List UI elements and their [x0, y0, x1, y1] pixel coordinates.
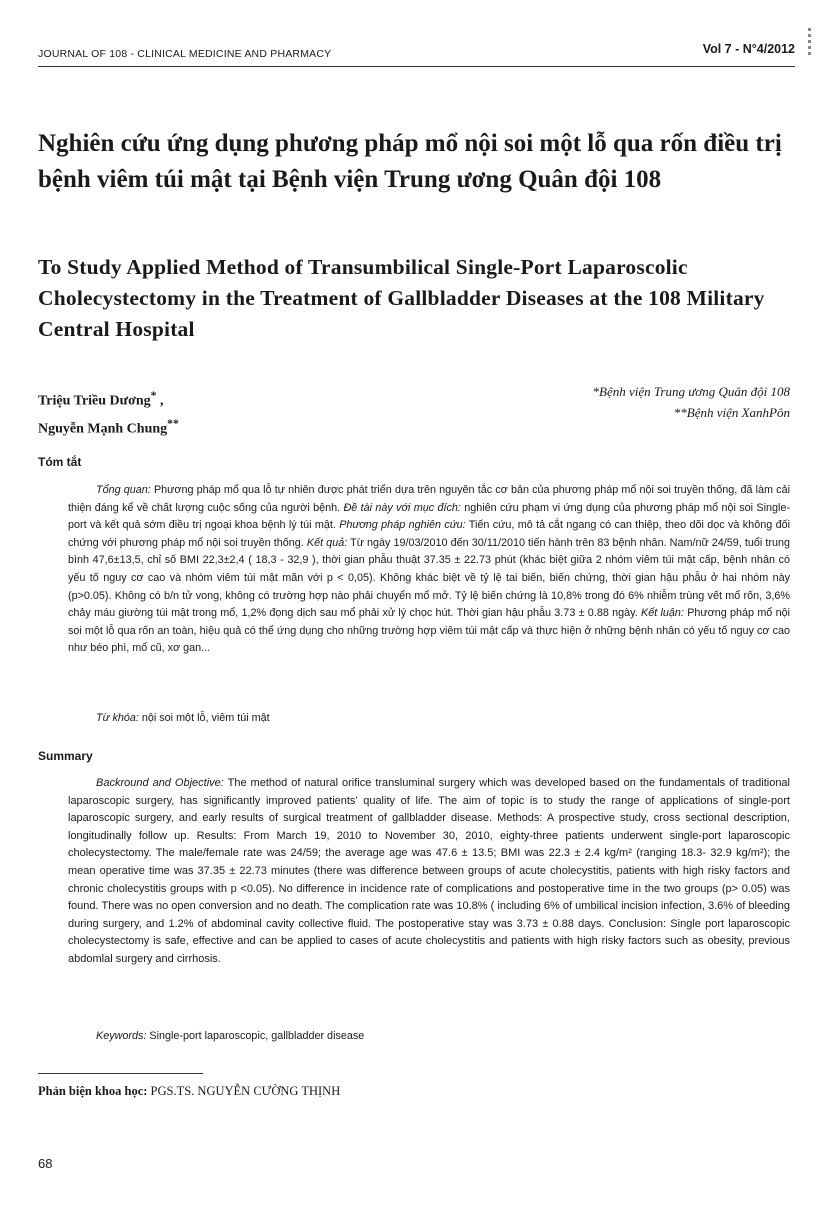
abstract-en-keywords: Keywords: Single-port laparoscopic, gallbladder disease	[96, 1030, 365, 1042]
running-header	[38, 40, 795, 67]
affiliation-2: **Bệnh viện XanhPôn	[673, 405, 790, 420]
footnote-divider	[38, 1073, 203, 1074]
volume-issue: Vol 7 - N°4/2012	[702, 42, 795, 56]
journal-name: JOURNAL OF 108 - CLINICAL MEDICINE AND PHARMACY	[38, 48, 332, 60]
abstract-en-body: Backround and Objective: The method of natural orifice transluminal surgery which was developed based on the fundamentals of traditional laparoscopic surgery, has significantly improved patients' quality of life. The aim of topic is to study the range of applications of single-port laparoscopic surgery, and early results of surgical treatment of gallbladder disease. Methods: A prospective study, cross sectional description, longitudinally follow up. Results: From March 19, 2010 to November 30, 2010, eighty-three patients underwent single-port laparoscopic cholecystectomy. The male/female rate was 24/59; the average age was 47.6 ± 13.5; BMI was 22.3 ± 2.4 kg/m² (ranging 18.3- 32.9 kg/m²); the mean operative time was 37.35 ± 22.73 minutes (there was difference between groups of acute cholecystitis, patients with high risky factors and chronic cholecystitis groups with p <0.05). No difference in incidence rate of complications and postoperative time in the two groups (p> 0.05) was found. There was no open conversion and no death. The complication rate was 10.8% ( including 6% of umbilical incision infection, 3.6% of bleeding during surgery, and 1.2% of abdominal cavity collective fluid. The postoperative stay was 3.73 ± 0.88 days. Conclusion: Single port laparoscopic cholecystectomy is safe, effective and can be applied to cases of acute cholecystitis and patients with high risky factors such as obesity, previous abdomlal surgery and cirrhosis.	[68, 777, 790, 965]
affiliation-1: *Bệnh viện Trung ương Quân đội 108	[592, 384, 790, 399]
author-2: Nguyễn Mạnh Chung**	[38, 416, 179, 437]
page-number: 68	[38, 1156, 53, 1171]
author-1: Triệu Triều Dương* ,	[38, 389, 164, 409]
title-english: To Study Applied Method of Transumbilical Single-Port Laparoscolic Cholecystectomy in the Treatment of Gallbladder Diseases at the 108 Military Central Hospital	[38, 255, 765, 341]
reviewer-footnote: Phản biện khoa học: PGS.TS. NGUYỄN CƯỜNG THỊNH	[38, 1084, 341, 1098]
title-vietnamese: Nghiên cứu ứng dụng phương pháp mổ nội soi một lỗ qua rốn điều trị bệnh viêm túi mật tại Bệnh viện Trung ương Quân đội 108	[38, 130, 782, 193]
scan-edge-mark	[808, 28, 811, 58]
abstract-vi-keywords: Từ khóa: nội soi một lỗ, viêm túi mật	[96, 712, 270, 724]
abstract-en-heading: Summary	[38, 749, 93, 763]
affiliation-list	[593, 381, 790, 423]
author-list	[38, 385, 179, 440]
abstract-vi-heading: Tóm tắt	[38, 455, 82, 469]
abstract-vi-body: Tổng quan: Phương pháp mổ qua lỗ tự nhiên được phát triển dựa trên nguyên tắc cơ bản của phương pháp mổ nội soi truyền thống, đã làm cải thiện đáng kể về chất lượng cuộc sống của người bệnh. Đề tài này với mục đích: nghiên cứu phạm vi ứng dụng của phương pháp mổ nội soi Single-port và kết quả sớm điều trị ngoại khoa bệnh lý túi mật. Phương pháp nghiên cứu: Tiến cứu, mô tả cắt ngang có can thiệp, theo dõi dọc và không đối chứng với phương pháp mổ nội soi truyền thống. Kết quả: Từ ngày 19/03/2010 đến 30/11/2010 tiến hành trên 83 bệnh nhân. Nam/nữ 24/59, tuổi trung bình 47,6±13,5, chỉ số BMI 22,3±2,4 ( 18,3 - 32,9 ), thời gian phẫu thuật 37.35 ± 22.73 phút (khác biệt giữa 2 nhóm viêm túi mật cấp, bệnh nhân có yếu tố nguy cơ cao và nhóm viêm túi mật mãn với p < 0,05). Không khác biệt về tỷ lệ tai biến, biến chứng, thời gian hậu phẫu ở hai nhóm này (p>0.05). Không có b/n tử vong, không có trường hợp nào phải chuyển mổ mở. Tỷ lệ biến chứng là 10,8% trong đó 6% nhiễm trùng vết mổ rốn, 3,6% chảy máu giường túi mật trong mổ, 1,2% đọng dịch sau mổ phải xử lý chọc hút. Thời gian hậu phẫu 3.73 ± 0.88 ngày. Kết luận: Phương pháp mổ nội soi một lỗ qua rốn an toàn, hiệu quả có thể ứng dụng cho những trường hợp viêm túi mật cấp và thực hiện ở những bệnh nhân có yếu tố nguy cơ cao như béo phì, mổ cũ, xơ gan...	[68, 484, 791, 655]
